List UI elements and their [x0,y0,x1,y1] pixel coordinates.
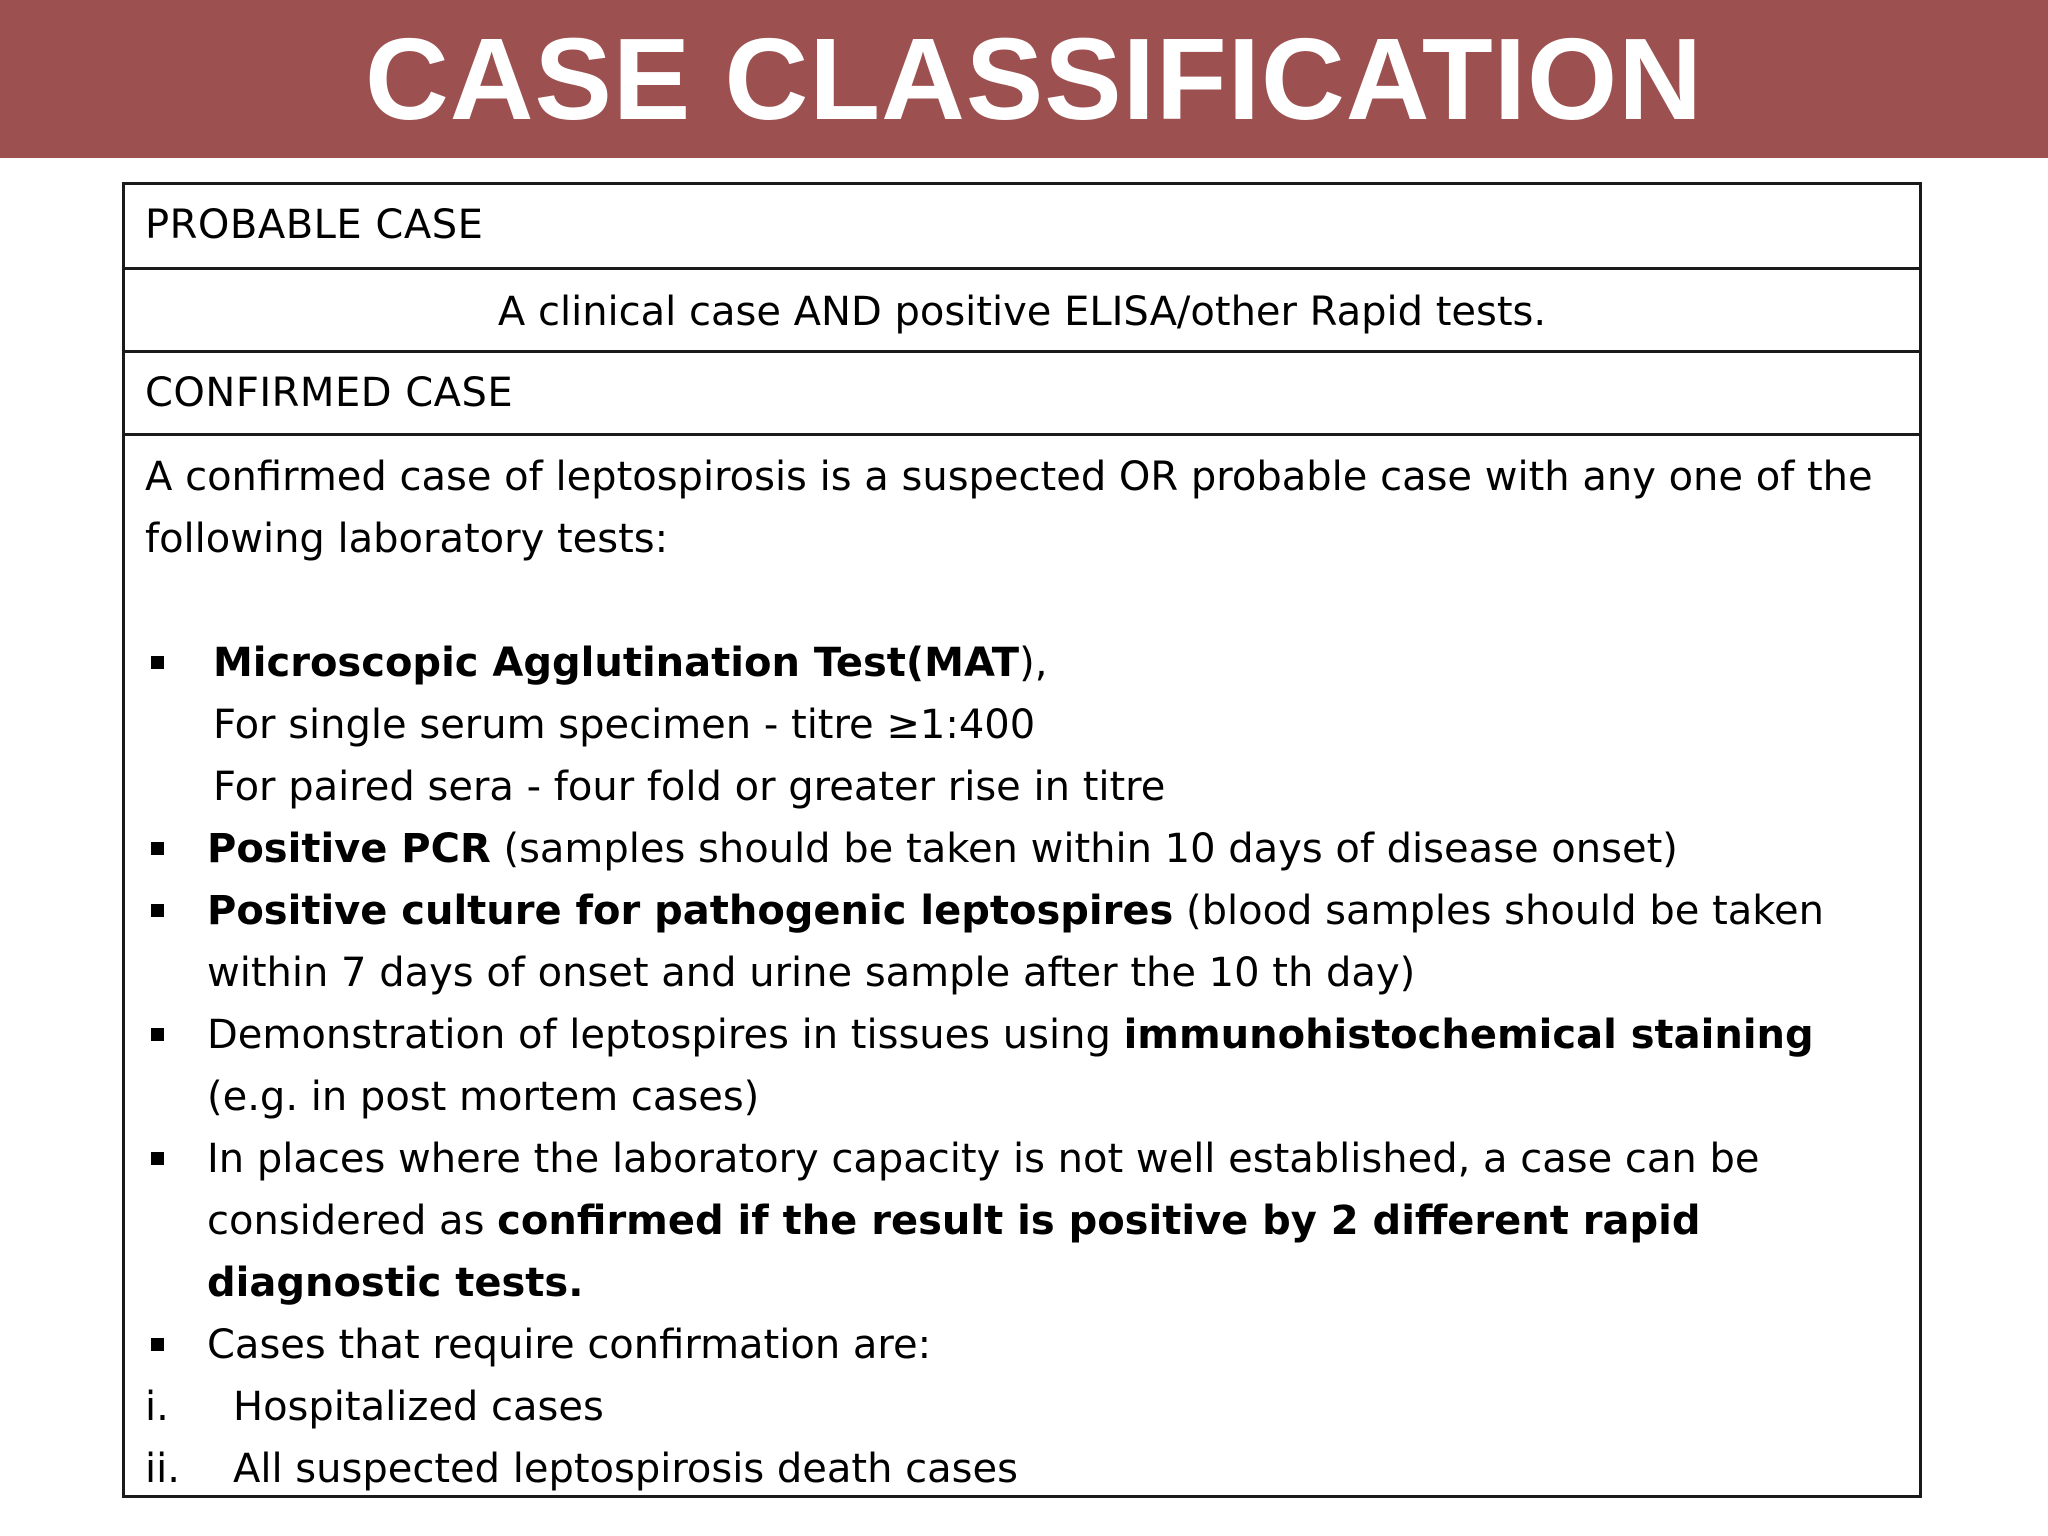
roman-numeral-marker: ii. [145,1446,180,1492]
bullet-square-icon [151,656,164,669]
mat-title-tail: ), [1019,640,1048,686]
title-banner [0,0,2048,158]
death-cases-text: All suspected leptospirosis death cases [233,1446,1018,1492]
laboratory-tests-list [145,632,1889,1376]
rdt-intro: In places where the laboratory capacity is not well established, a case can be considered as [207,1136,1760,1244]
ihc-label: immunohistochemical staining [1123,1012,1814,1058]
rdt-label: confirmed if the result is positive by 2 different rapid diagnostic tests. [207,1198,1701,1306]
culture-label: Positive culture for pathogenic leptospires [207,888,1174,934]
confirmed-case-header-row [125,353,1919,436]
case-classification-table [122,182,1922,1498]
list-item-requires-confirmation [145,1314,1889,1376]
bullet-square-icon [151,842,164,855]
page-title: CASE CLASSIFICATION [365,14,1703,144]
culture-detail: (blood samples should be taken within 7 days of onset and urine sample after the 10 th day) [207,888,1824,996]
probable-case-heading: PROBABLE CASE [145,202,484,248]
probable-case-header-row [125,185,1919,270]
bullet-square-icon [151,1338,164,1351]
list-item-mat [145,632,1889,818]
confirmation-required-list [145,1376,1889,1500]
probable-case-definition: A clinical case AND positive ELISA/other Rapid tests. [497,289,1547,335]
list-item-rdt [145,1128,1889,1314]
bullet-square-icon [151,1152,164,1165]
requires-confirmation-text: Cases that require confirmation are: [207,1322,932,1368]
confirmed-case-heading: CONFIRMED CASE [145,370,514,416]
bullet-square-icon [151,904,164,917]
hospitalized-cases-text: Hospitalized cases [233,1384,604,1430]
mat-single-serum-line: For single serum specimen - titre ≥1:400 [213,702,1036,748]
list-item-hospitalized [145,1376,1889,1438]
confirmed-case-intro: A confirmed case of leptospirosis is a suspected OR probable case with any one of the following laboratory tests: [145,454,1873,562]
bullet-square-icon [151,1028,164,1041]
list-item-pcr [145,818,1889,880]
probable-case-definition-row [125,270,1919,353]
ihc-intro: Demonstration of leptospires in tissues using [207,1012,1124,1058]
pcr-detail: (samples should be taken within 10 days of disease onset) [490,826,1678,872]
mat-title-line [213,632,1889,694]
list-item-culture [145,880,1889,1004]
roman-numeral-marker: i. [145,1384,169,1430]
confirmed-case-content [145,446,1889,1500]
mat-title: Microscopic Agglutination Test(MAT [213,640,1020,686]
list-item-death-cases [145,1438,1889,1500]
pcr-label: Positive PCR [207,826,491,872]
ihc-detail: (e.g. in post mortem cases) [207,1074,760,1120]
mat-paired-sera-line: For paired sera - four fold or greater rise in titre [213,764,1166,810]
list-item-ihc [145,1004,1889,1128]
confirmed-case-definition-row [125,436,1919,1495]
